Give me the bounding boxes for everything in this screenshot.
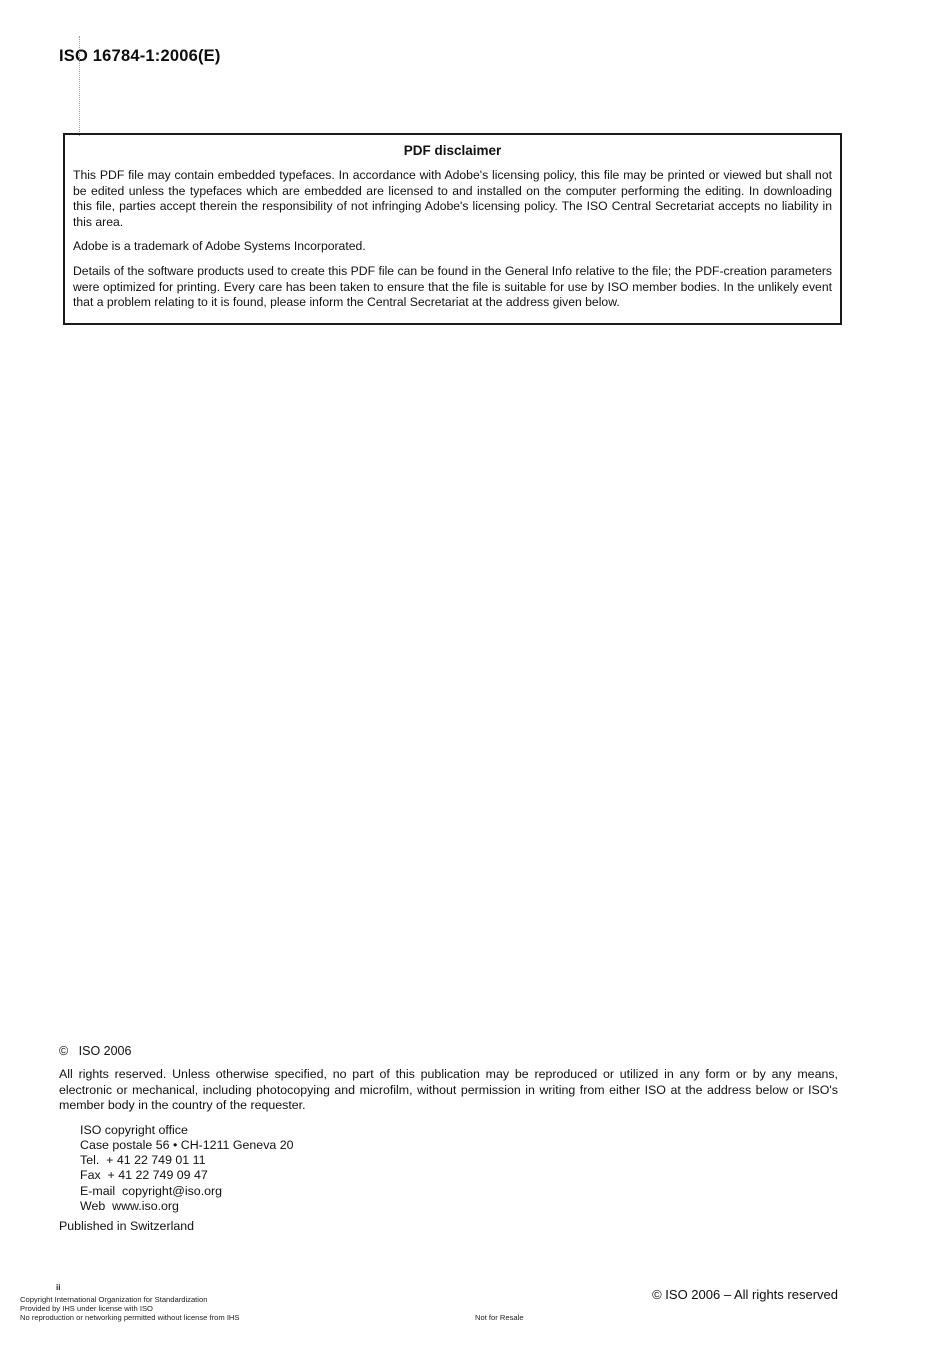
footer-copyright-text: © ISO 2006 – All rights reserved xyxy=(652,1287,838,1302)
disclaimer-paragraph: Adobe is a trademark of Adobe Systems Incorporated. xyxy=(73,239,366,254)
copyright-section xyxy=(59,1044,838,1233)
rights-paragraph: All rights reserved. Unless otherwise specified, no part of this publication may be reproduced or utilized in any form or by any means, electronic or mechanical, including photocopying and microfilm, without permission in writing from either ISO at the address below or ISO's member body in the country of the requester. xyxy=(59,1067,838,1113)
footer-left-notes xyxy=(20,1295,239,1323)
address-line: Case postale 56 • CH-1211 Geneva 20 xyxy=(80,1137,294,1152)
address-line: ISO copyright office xyxy=(80,1122,188,1137)
disclaimer-paragraph: This PDF file may contain embedded typefaces. In accordance with Adobe's licensing policy, this file may be printed or viewed but shall not be edited unless the typefaces which are embedded are licensed to and installed on the computer performing the editing. In downloading this file, parties accept therein the responsibility of not infringing Adobe's licensing policy. The ISO Central Secretariat accepts no liability in this area. xyxy=(73,168,832,229)
footer-note-line: Copyright International Organization for Standardization xyxy=(20,1295,208,1304)
not-for-resale-note: Not for Resale xyxy=(475,1313,524,1322)
disclaimer-paragraph: Details of the software products used to create this PDF file can be found in the General Info relative to the file; the PDF-creation parameters were optimized for printing. Every care has been taken to ensure that the file is suitable for use by ISO member bodies. In the unlikely event that a problem relating to it is found, please inform the Central Secretariat at the address given below. xyxy=(73,263,832,310)
dotted-crop-mark xyxy=(79,36,80,136)
address-line-tel: Tel. + 41 22 749 01 11 xyxy=(80,1153,206,1168)
address-line-email: E-mail copyright@iso.org xyxy=(80,1183,223,1198)
address-line-fax: Fax + 41 22 749 09 47 xyxy=(80,1168,208,1183)
iso-address-block xyxy=(80,1123,838,1214)
address-line-web: Web www.iso.org xyxy=(80,1198,179,1213)
footer-note-line: Provided by IHS under license with ISO xyxy=(20,1304,153,1314)
pdf-disclaimer-box xyxy=(63,133,842,325)
page-header-title: ISO 16784-1:2006(E) xyxy=(59,47,221,65)
disclaimer-title: PDF disclaimer xyxy=(403,143,502,158)
footer-note-line: No reproduction or networking permitted without license from IHS xyxy=(20,1313,240,1323)
published-in-switzerland: Published in Switzerland xyxy=(59,1219,194,1233)
copyright-line: © ISO 2006 xyxy=(59,1044,132,1058)
footer-page-number: ii xyxy=(56,1283,61,1292)
